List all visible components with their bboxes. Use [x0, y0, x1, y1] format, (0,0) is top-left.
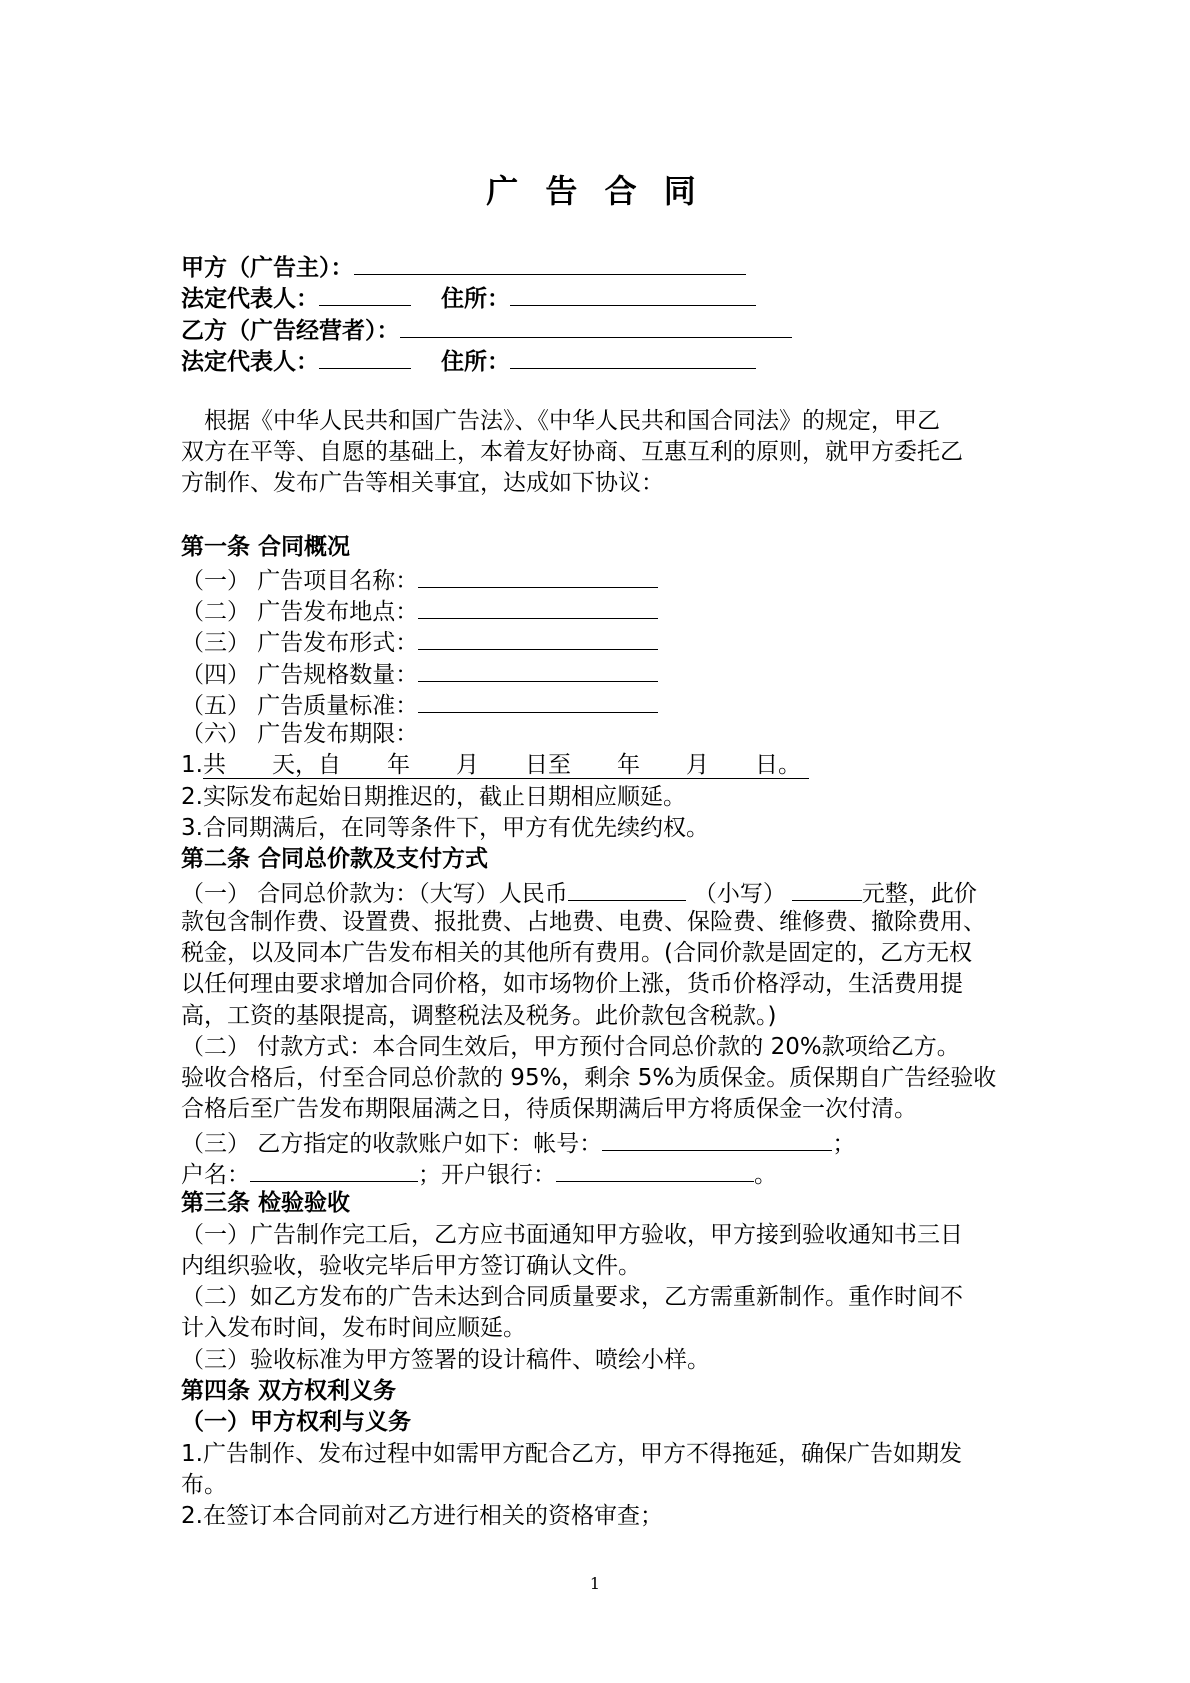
article3-line-5: （三）验收标准为甲方签署的设计稿件、喷绘小样。	[181, 1347, 710, 1373]
article4-line-3: 2.在签订本合同前对乙方进行相关的资格审查；	[181, 1503, 663, 1529]
article1-item-6: （六） 广告发布期限：	[181, 721, 419, 747]
price-detail-3: 以任何理由要求增加合同价格，如市场物价上涨，货币价格浮动，生活费用提	[181, 971, 963, 997]
legal-rep-label-2: 法定代表人：	[181, 349, 319, 375]
legal-rep-line-1	[181, 281, 756, 315]
article4-line-2: 布。	[181, 1472, 227, 1498]
legal-rep-blank-1[interactable]	[319, 281, 411, 306]
price-lowercase-blank[interactable]	[792, 876, 862, 901]
article1-heading: 第一条 合同概况	[181, 534, 351, 560]
party-a-line	[181, 250, 746, 284]
party-b-blank[interactable]	[400, 313, 792, 338]
article4-line-1: 1.广告制作、发布过程中如需甲方配合乙方，甲方不得拖延，确保广告如期发	[181, 1441, 962, 1467]
article1-note-3: 3.合同期满后，在同等条件下，甲方有优先续约权。	[181, 815, 709, 841]
price-detail-2: 税金，以及同本广告发布相关的其他所有费用。(合同价款是固定的，乙方无权	[181, 940, 972, 966]
spec-quantity-blank[interactable]	[418, 657, 658, 682]
account-holder-blank[interactable]	[250, 1157, 418, 1182]
address-blank-1[interactable]	[510, 281, 756, 306]
article3-line-2: 内组织验收，验收完毕后甲方签订确认文件。	[181, 1253, 641, 1279]
legal-rep-label-1: 法定代表人：	[181, 286, 319, 312]
article4-heading: 第四条 双方权利义务	[181, 1378, 397, 1404]
location-blank[interactable]	[418, 594, 658, 619]
document-title: 广 告 合 同	[486, 172, 704, 210]
preamble-line-2: 双方在平等、自愿的基础上，本着友好协商、互惠互利的原则，就甲方委托乙	[181, 439, 963, 465]
price-line: （一） 合同总价款为：（大写）人民币 （小写） 元整，此价	[181, 876, 977, 910]
party-a-label: 甲方（广告主）：	[181, 255, 354, 281]
article2-heading: 第二条 合同总价款及支付方式	[181, 846, 489, 872]
format-blank[interactable]	[418, 625, 658, 650]
payment-line-2: 验收合格后，付至合同总价款的 95%，剩余 5%为质保金。质保期自广告经验收	[181, 1065, 997, 1091]
party-a-blank[interactable]	[354, 250, 746, 275]
quality-standard-blank[interactable]	[418, 688, 658, 713]
party-b-label: 乙方（广告经营者）：	[181, 318, 400, 344]
preamble-line-3: 方制作、发布广告等相关事宜，达成如下协议：	[181, 470, 664, 496]
preamble-line-1: 根据《中华人民共和国广告法》、《中华人民共和国合同法》的规定，甲乙	[181, 408, 940, 434]
page-number: 1	[589, 1574, 601, 1593]
article1-item-4: （四） 广告规格数量：	[181, 657, 658, 691]
price-uppercase-blank[interactable]	[568, 876, 686, 901]
payment-line-1: （二） 付款方式：本合同生效后，甲方预付合同总价款的 20%款项给乙方。	[181, 1034, 960, 1060]
article3-line-4: 计入发布时间，发布时间应顺延。	[181, 1315, 526, 1341]
price-detail-1: 款包含制作费、设置费、报批费、占地费、电费、保险费、维修费、撤除费用、	[181, 909, 986, 935]
bank-blank[interactable]	[556, 1157, 754, 1182]
legal-rep-line-2	[181, 344, 756, 378]
article3-line-3: （二）如乙方发布的广告未达到合同质量要求，乙方需重新制作。重作时间不	[181, 1284, 963, 1310]
account-number-blank[interactable]	[602, 1126, 832, 1151]
address-label-1: 住所：	[441, 286, 510, 312]
publish-period-line: 1.共 天，自 年 月 日至 年 月 日。	[181, 750, 809, 781]
account-line: （三） 乙方指定的收款账户如下：帐号： ；	[181, 1126, 855, 1160]
article1-note-2: 2.实际发布起始日期推迟的，截止日期相应顺延。	[181, 784, 686, 810]
address-blank-2[interactable]	[510, 344, 756, 369]
legal-rep-blank-2[interactable]	[319, 344, 411, 369]
payment-line-3: 合格后至广告发布期限届满之日，待质保期满后甲方将质保金一次付清。	[181, 1096, 917, 1122]
article4-subheading: （一）甲方权利与义务	[181, 1409, 411, 1435]
article1-item-3: （三） 广告发布形式：	[181, 625, 658, 659]
article1-item-2: （二） 广告发布地点：	[181, 594, 658, 628]
price-detail-4: 高，工资的基限提高，调整税法及税务。此价款包含税款。)	[181, 1003, 777, 1029]
project-name-blank[interactable]	[418, 563, 658, 588]
article3-line-1: （一）广告制作完工后，乙方应书面通知甲方验收，甲方接到验收通知书三日	[181, 1222, 963, 1248]
publish-period-text[interactable]: 共 天，自 年 月 日至 年 月 日。	[203, 752, 809, 779]
party-b-line	[181, 313, 792, 347]
article1-item-1: （一） 广告项目名称：	[181, 563, 658, 597]
address-label-2: 住所：	[441, 349, 510, 375]
article1-item-5: （五） 广告质量标准：	[181, 688, 658, 722]
holder-bank-line: 户名： ；开户银行： 。	[181, 1157, 777, 1191]
article3-heading: 第三条 检验验收	[181, 1190, 351, 1216]
